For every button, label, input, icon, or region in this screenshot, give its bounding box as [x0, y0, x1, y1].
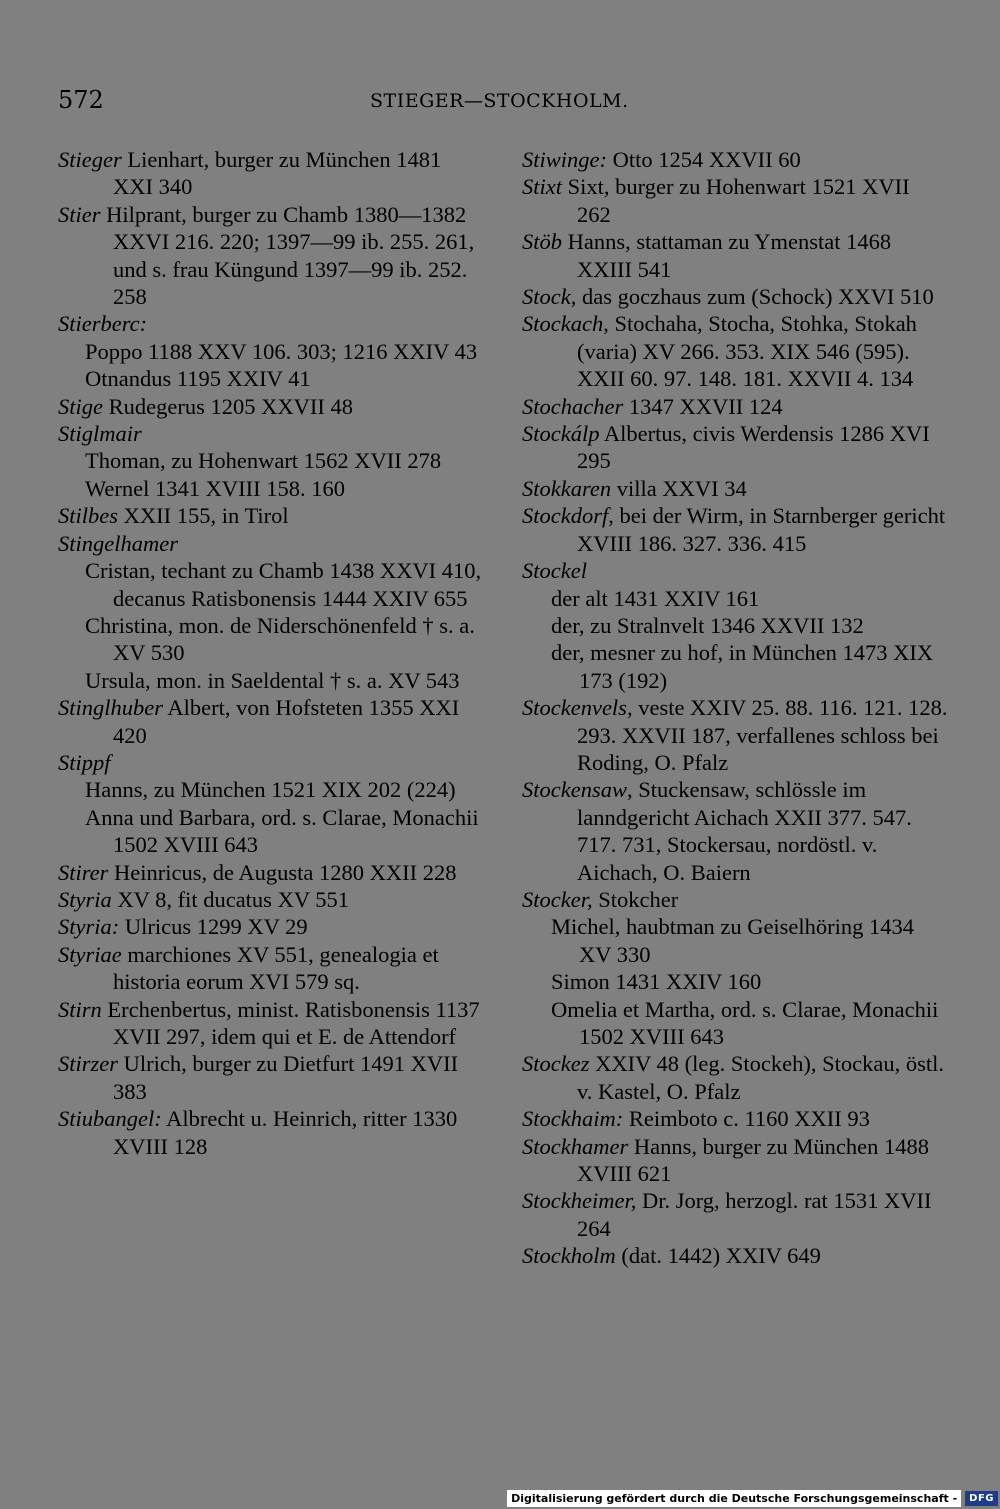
entry-text: Michel, haubtman zu Geiselhöring 1434 XV 330 [551, 914, 915, 967]
entry-lemma: Stockensaw [522, 777, 627, 803]
entry-text: Stokcher [592, 886, 679, 912]
entry-lemma: Stöb [522, 229, 563, 255]
entry-text: Albrecht u. Heinrich, ritter 1330 XVIII 128 [113, 1106, 458, 1159]
entry-text: Ulricus 1299 XV 29 [119, 914, 308, 940]
index-subentry [522, 639, 948, 694]
index-entry [58, 1050, 486, 1105]
entry-text: Cristan, techant zu Chamb 1438 XXVI 410, decanus Ratisbonensis 1444 XXIV 655 [85, 558, 482, 611]
index-entry [58, 393, 486, 420]
index-entry [522, 776, 948, 886]
index-entry [522, 694, 948, 776]
running-head: STIEGER—STOCKHOLM. [370, 90, 629, 112]
entry-lemma: Stirn [58, 996, 102, 1022]
index-entry [58, 886, 486, 913]
entry-lemma: Stockálp [522, 421, 600, 447]
entry-text: das goczhaus zum (Schock) XXVI 510 [576, 284, 934, 310]
entry-text: villa XXVI 34 [611, 475, 747, 501]
entry-lemma: Stieger [58, 147, 122, 172]
index-entry [58, 420, 486, 447]
index-entry [58, 749, 486, 776]
entry-text: Ursula, mon. in Saeldental † s. a. XV 543 [85, 667, 460, 693]
entry-lemma: Stilbes [58, 503, 118, 529]
entry-text: der alt 1431 XXIV 161 [551, 585, 760, 611]
index-entry [522, 173, 948, 228]
entry-lemma: Stixt [522, 174, 562, 200]
index-subentry [58, 447, 486, 474]
entry-text: Otnandus 1195 XXIV 41 [85, 366, 311, 392]
index-entry [58, 502, 486, 529]
entry-text: Hanns, burger zu München 1488 XVIII 621 [577, 1133, 929, 1187]
entry-text: Christina, mon. de Niderschönenfeld † s. a. XV 530 [85, 612, 475, 666]
index-entry [58, 1105, 486, 1160]
page-header [58, 86, 640, 120]
entry-text: Anna und Barbara, ord. s. Clarae, Monachii 1502 XVIII 643 [85, 804, 479, 858]
entry-text: Rudegerus 1205 XXVII 48 [103, 393, 353, 419]
entry-text: , Stochaha, Stocha, Stohka, Stokah (varia) XV 266. 353. XIX 546 (595). XXII 60. 97. 148. 181. XXVII 4. 134 [577, 311, 917, 392]
index-subentry [58, 338, 486, 365]
page-number: 572 [58, 86, 104, 114]
entry-lemma: Stiglmair [58, 421, 142, 447]
entry-text: Ulrich, burger zu Dietfurt 1491 XVII 383 [113, 1051, 459, 1104]
entry-lemma: Stiwinge: [522, 147, 607, 172]
index-subentry [58, 667, 486, 694]
entry-text: Heinricus, de Augusta 1280 XXII 228 [108, 859, 457, 885]
right-column [522, 146, 948, 1270]
entry-text: Thoman, zu Hohenwart 1562 XVII 278 [85, 448, 442, 474]
entry-lemma: Stocker, [522, 886, 593, 912]
index-entry [522, 557, 948, 584]
index-entry [522, 1050, 948, 1105]
entry-lemma: Stirzer [58, 1051, 119, 1077]
index-subentry [522, 612, 948, 639]
entry-lemma: Stock, [522, 284, 577, 310]
entry-text: , Stuckensaw, schlössle im lanndgericht Aichach XXII 377. 547. 717. 731, Stockersau, nordöstl. v. Aichach, O. Baiern [577, 777, 912, 885]
dfg-logo: DFG [965, 1491, 998, 1506]
entry-lemma: Stockenvels [522, 695, 627, 721]
entry-text: Albert, von Hofsteten 1355 XXI 420 [113, 695, 460, 748]
index-entry [522, 475, 948, 502]
entry-text: Reimboto c. 1160 XXII 93 [623, 1106, 870, 1132]
digitization-footer [507, 1490, 998, 1507]
entry-text: XXIV 48 (leg. Stockeh), Stockau, östl. v. Kastel, O. Pfalz [577, 1051, 945, 1104]
index-entry [58, 941, 486, 996]
entry-lemma: Stippf [58, 749, 111, 775]
index-entry [58, 310, 486, 337]
entry-lemma: Stiubangel: [58, 1106, 162, 1132]
index-entry [58, 146, 486, 201]
index-entry [522, 310, 948, 392]
index-entry [522, 1242, 948, 1269]
index-subentry [58, 804, 486, 859]
index-entry [522, 393, 948, 420]
entry-lemma: Stockholm [522, 1243, 616, 1269]
index-entry [522, 1187, 948, 1242]
index-entry [58, 694, 486, 749]
entry-text: Albertus, civis Werdensis 1286 XVI 295 [577, 421, 930, 474]
entry-lemma: Stierberc: [58, 311, 148, 337]
entry-text: bei der Wirm, in Starnberger gericht XVIII 186. 327. 336. 415 [577, 503, 946, 556]
index-subentry [58, 475, 486, 502]
entry-text: , veste XXIV 25. 88. 116. 121. 128. 293. XXVII 187, verfallenes schloss bei Roding, O. Pfalz [577, 695, 948, 775]
entry-lemma: Stockhamer [522, 1133, 629, 1159]
entry-text: Dr. Jorg, herzogl. rat 1531 XVII 264 [577, 1188, 932, 1241]
entry-lemma: Stinglhuber [58, 695, 163, 721]
entry-lemma: Styria: [58, 914, 120, 940]
index-subentry [58, 776, 486, 803]
index-entry [58, 996, 486, 1051]
index-subentry [522, 585, 948, 612]
index-subentry [58, 557, 486, 612]
entry-lemma: Stier [58, 201, 101, 227]
index-entry [58, 859, 486, 886]
entry-text: marchiones XV 551, genealogia et historia eorum XVI 579 sq. [113, 941, 439, 995]
entry-text: XXII 155, in Tirol [118, 503, 289, 529]
entry-lemma: Stokkaren [522, 475, 612, 501]
entry-text: Erchenbertus, minist. Ratisbonensis 1137 XVII 297, idem qui et E. de Attendorf [101, 996, 480, 1049]
index-subentry [58, 612, 486, 667]
entry-lemma: Styria [58, 886, 112, 912]
entry-lemma: Stockdorf, [522, 503, 614, 529]
entry-lemma: Stige [58, 393, 103, 419]
entry-text: Omelia et Martha, ord. s. Clarae, Monachii 1502 XVIII 643 [551, 996, 939, 1049]
entry-text: Otto 1254 XXVII 60 [607, 147, 801, 172]
entry-text: der, zu Stralnvelt 1346 XXVII 132 [551, 612, 864, 638]
entry-lemma: Stochacher [522, 393, 624, 419]
index-entry [522, 420, 948, 475]
index-subentry [522, 913, 948, 968]
entry-text: Simon 1431 XXIV 160 [551, 969, 762, 995]
entry-lemma: Stockel [522, 558, 587, 584]
entry-text: Poppo 1188 XXV 106. 303; 1216 XXIV 43 [85, 338, 478, 364]
footer-credit: Digitalisierung gefördert durch die Deutsche Forschungsgemeinschaft - [507, 1490, 961, 1507]
index-subentry [522, 996, 948, 1051]
entry-lemma: Stockhaim: [522, 1106, 624, 1132]
entry-lemma: Styriae [58, 941, 122, 967]
index-subentry [58, 365, 486, 392]
index-entry [522, 1133, 948, 1188]
index-entry [522, 146, 948, 173]
entry-text: Hanns, stattaman zu Ymenstat 1468 XXIII 541 [562, 229, 892, 282]
entry-lemma: Stockez [522, 1051, 590, 1077]
entry-text: XV 8, fit ducatus XV 551 [111, 886, 350, 912]
entry-text: 1347 XXVII 124 [623, 393, 783, 419]
left-column [58, 146, 486, 1160]
entry-text: Hilprant, burger zu Chamb 1380—1382 XXVI 216. 220; 1397—99 ib. 255. 261, und s. frau Küngund 1397—99 ib. 252. 258 [100, 201, 475, 310]
entry-text: der, mesner zu hof, in München 1473 XIX 173 (192) [551, 640, 934, 693]
entry-lemma: Stockach [522, 311, 604, 337]
entry-text: Wernel 1341 XVIII 158. 160 [85, 475, 346, 501]
entry-text: Sixt, burger zu Hohenwart 1521 XVII 262 [562, 174, 910, 227]
entry-lemma: Stockheimer, [522, 1188, 637, 1214]
index-entry [522, 1105, 948, 1132]
entry-lemma: Stirer [58, 859, 109, 885]
index-entry [522, 886, 948, 913]
index-entry [58, 530, 486, 557]
entry-lemma: Stingelhamer [58, 530, 178, 556]
index-entry [58, 201, 486, 311]
index-entry [58, 913, 486, 940]
entry-text: (dat. 1442) XXIV 649 [615, 1243, 821, 1269]
entry-text: Lienhart, burger zu München 1481 XXI 340 [113, 147, 442, 200]
index-entry [522, 228, 948, 283]
index-subentry [522, 968, 948, 995]
index-entry [522, 283, 948, 310]
index-entry [522, 502, 948, 557]
entry-text: Hanns, zu München 1521 XIX 202 (224) [85, 777, 456, 803]
